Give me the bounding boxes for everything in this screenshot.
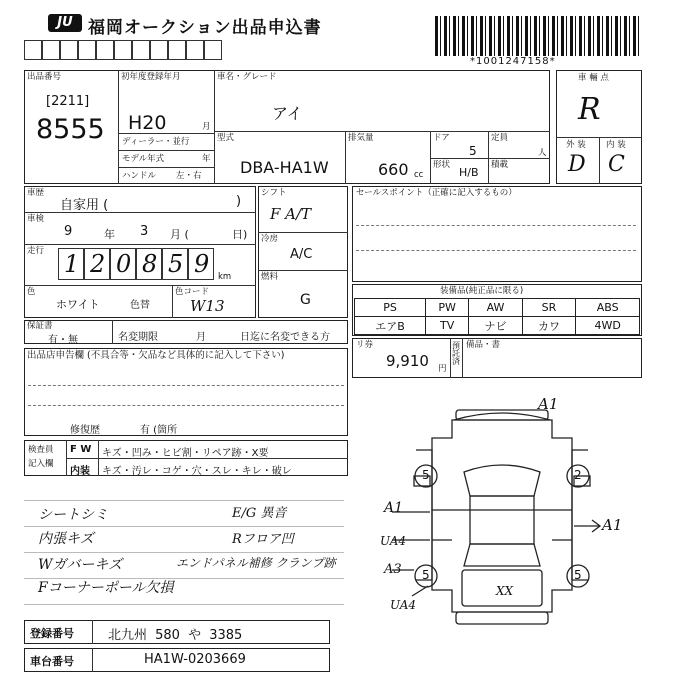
equipment-item: 4WD (576, 317, 640, 335)
car-rear-bumper (456, 612, 548, 624)
mileage-digit: 5 (168, 250, 184, 278)
chassis-value: HA1W-0203669 (144, 652, 246, 667)
doors: 5 (469, 144, 477, 158)
equipment-item: PW (426, 299, 469, 317)
form-title: 福岡オークション出品申込書 (88, 18, 322, 38)
equipment-item: ABS (576, 299, 640, 317)
note-item: Fコーナーポール欠損 (38, 580, 174, 596)
shift-value: F A/T (270, 205, 312, 223)
first-registration-label: 初年度登録年月 (121, 72, 181, 82)
car-name: アイ (272, 104, 303, 123)
shape: H/B (459, 166, 479, 179)
usage-close: ) (236, 194, 242, 209)
inspector-label-top: 検査員 (28, 445, 54, 455)
equipment-label: 装備品(純正品に限る) (440, 286, 524, 296)
car-windshield (464, 465, 540, 496)
tire-mark: 5 (422, 468, 430, 482)
name-change-label: 名変期限 (118, 332, 158, 343)
mileage-digit: 8 (142, 250, 158, 278)
note-item: Rフロア凹 (232, 532, 294, 547)
first-registration-era: H20 (128, 112, 167, 134)
defects-label: 出品店申告欄 (不具合等・欠品など具体的に記入して下さい) (27, 350, 285, 361)
mark-left-mid: UA4 (380, 534, 407, 548)
displacement-unit: cc (414, 170, 424, 180)
doors-label: ドア (433, 133, 450, 143)
mark-rear: XX (496, 584, 514, 598)
name-change-deadline: 日迄に名変できる方 (240, 332, 330, 343)
fuel-label: 燃料 (261, 272, 279, 282)
overall-grade: R (578, 92, 601, 127)
handle-options: 左・右 (176, 171, 202, 181)
inspection-month-suffix: 月 ( (170, 228, 189, 241)
displacement: 660 (378, 160, 409, 179)
equipment-item: TV (426, 317, 469, 335)
usage-value: 自家用 ( (60, 198, 109, 213)
tire-mark: 5 (422, 568, 430, 582)
sales-point-label: セールスポイント（正確に記入するもの） (356, 188, 517, 198)
ac-value: A/C (290, 247, 313, 262)
recycle-unit: 円 (438, 364, 447, 374)
inspector-label-bottom: 記入欄 (28, 459, 54, 469)
color-change-label: 色替 (130, 300, 150, 311)
note-item: エンドパネル補修 クランプ跡 (176, 556, 336, 570)
car-name-label: 車名・グレード (217, 72, 277, 82)
inspection-year-suffix: 年 (104, 228, 115, 241)
equipment-item: カワ (522, 317, 576, 335)
mark-left-bottom: UA4 (390, 598, 417, 612)
tire-mark: 2 (574, 468, 582, 482)
interior-label: 内 装 (606, 140, 626, 150)
shift-label: シフト (261, 188, 287, 198)
equipment-item: SR (522, 299, 576, 317)
exterior-label: 外 装 (566, 140, 586, 150)
color-value: ホワイト (56, 298, 100, 311)
car-rear-window (464, 544, 540, 566)
name-change-month: 月 (196, 332, 206, 343)
exterior-grade: D (568, 152, 586, 177)
car-roof (470, 496, 534, 544)
car-type: DBA-HA1W (240, 158, 329, 177)
type-label: 型式 (217, 133, 235, 143)
note-item: E/G 異音 (232, 506, 287, 521)
note-item: シートシミ (38, 507, 108, 523)
inspection-label: 車検 (27, 214, 45, 224)
mileage-digit: 9 (194, 250, 210, 278)
usage-label: 車歴 (27, 188, 45, 198)
grade-label: 車 輛 点 (578, 73, 609, 83)
mark-front: A1 (538, 395, 559, 413)
mileage-digit: 2 (90, 250, 106, 278)
mileage-unit: km (218, 272, 232, 282)
mark-left-low: A3 (384, 562, 402, 577)
equipment-table (354, 298, 640, 335)
model-year-suffix: 年 (202, 154, 211, 164)
mileage-digits (58, 248, 218, 282)
inspection-day-suffix: 日) (232, 228, 248, 241)
month-suffix: 月 (202, 122, 211, 132)
mileage-digit: 0 (116, 250, 132, 278)
recycle-notes-label: 備品・書 (466, 340, 501, 350)
displacement-label: 排気量 (348, 133, 374, 143)
logo-text: JU (57, 15, 73, 30)
equipment-item: AW (469, 299, 523, 317)
inspection-month: 3 (140, 224, 149, 239)
inspector-row1: キズ・凹み・ヒビ割・リペア跡・X要 (102, 448, 269, 459)
model-year-label: モデル年式 (122, 154, 165, 164)
inspection-year: 9 (64, 224, 73, 239)
color-code-label: 色コード (175, 287, 210, 297)
registration-label: 登録番号 (30, 627, 74, 640)
top-blank-grid (24, 40, 229, 62)
corner-number: [2211] (46, 94, 90, 109)
lot-number: 8555 (36, 114, 105, 145)
repair-history-value: 有 (箇所 (140, 425, 178, 436)
equipment-item: ナビ (469, 317, 523, 335)
inspector-row2-tag: 内装 (70, 466, 90, 477)
equipment-item: エアB (355, 317, 426, 335)
color-code: W13 (190, 297, 225, 315)
repair-history-label: 修復歴 (70, 425, 100, 436)
recycle-deposit-label: 預託済 (452, 341, 460, 366)
chassis-label: 車台番号 (30, 655, 74, 668)
mark-left-top: A1 (384, 500, 404, 516)
equipment-item: PS (355, 299, 426, 317)
registration-value: 北九州 580 や 3385 (108, 628, 243, 643)
note-item: Wガバーキズ (38, 557, 123, 573)
logo (48, 14, 82, 32)
car-front (454, 413, 550, 420)
tire-mark: 5 (574, 568, 582, 582)
inspector-row1-tag: F W (70, 444, 92, 455)
barcode (435, 16, 640, 56)
barcode-number: *1001247158* (470, 56, 556, 67)
capacity-unit: 人 (538, 148, 547, 158)
recycle-label: リ券 (356, 340, 374, 350)
mark-right: A1 (602, 516, 623, 534)
load-label: 積載 (491, 160, 509, 170)
note-item: 内張キズ (38, 531, 94, 547)
shape-label: 形状 (433, 160, 451, 170)
ac-label: 冷房 (261, 234, 279, 244)
warranty-options: 有・無 (48, 335, 78, 346)
lot-label: 出品番号 (27, 72, 62, 82)
handle-label: ハンドル (122, 171, 157, 181)
interior-grade: C (608, 152, 625, 177)
warranty-label: 保証書 (27, 321, 53, 331)
car-front-bumper (456, 410, 548, 420)
mileage-digit: 1 (64, 250, 80, 278)
inspector-row2: キズ・汚レ・コゲ・穴・スレ・キレ・破レ (102, 466, 292, 477)
sales-point-block (352, 186, 642, 282)
color-label: 色 (27, 287, 36, 297)
dealer-label: ディーラー・並行 (122, 137, 190, 147)
mileage-label: 走行 (27, 246, 45, 256)
recycle-value: 9,910 (386, 352, 429, 370)
fuel-value: G (300, 292, 311, 308)
capacity-label: 定員 (491, 133, 509, 143)
